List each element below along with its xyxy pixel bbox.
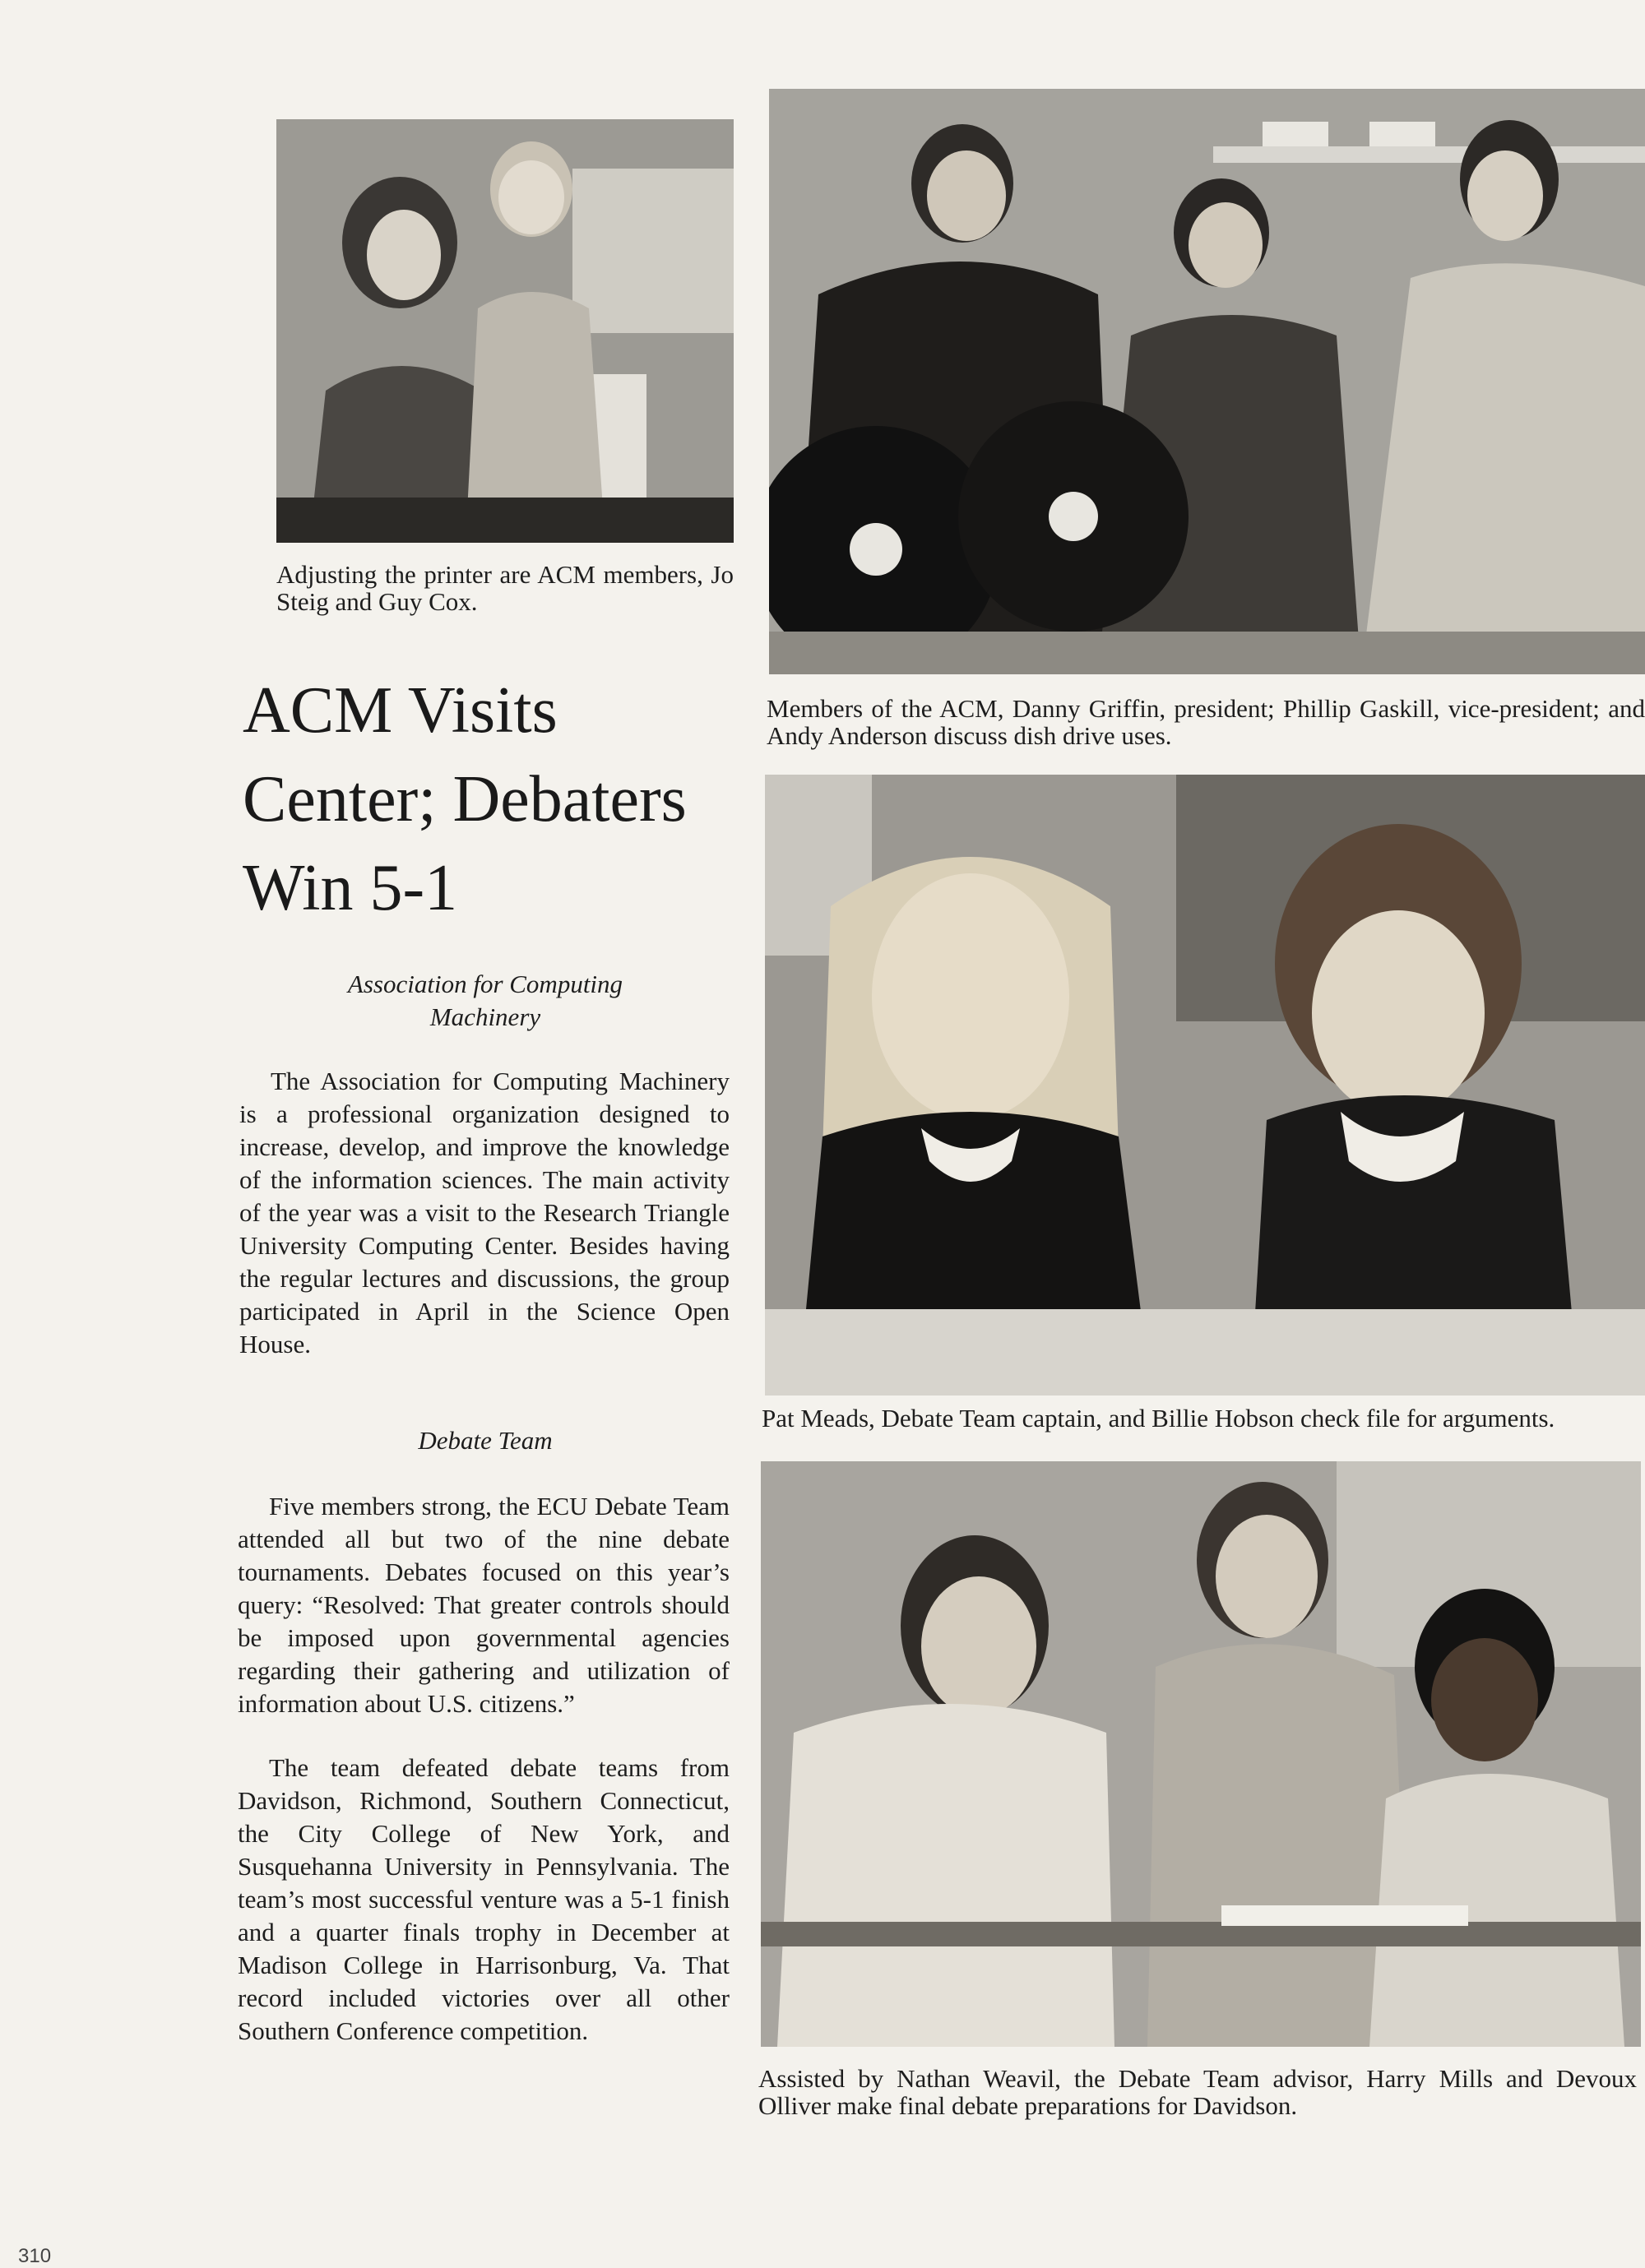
photo-acm-officers-graphic — [769, 89, 1645, 674]
photo-printer — [276, 119, 734, 543]
debate-paragraph-2: The team defeated debate teams from Davidson, Richmond, Southern Connecticut, the City College of New York, and Susquehanna University in Pennsylvania. The team’s most successful venture was a 5-1 finish and a quarter finals trophy in December at Madison College in Harrisonburg, Va. That record included victories over all other Southern Conference competition. — [238, 1753, 730, 2045]
photo-debate-file-caption: Pat Meads, Debate Team captain, and Billie Hobson check file for arguments. — [762, 1404, 1555, 1433]
photo-debate-prep — [761, 1461, 1641, 2047]
photo-debate-file-graphic — [765, 775, 1645, 1396]
debate-subheading: Debate Team — [418, 1426, 553, 1455]
photo-debate-file — [765, 775, 1645, 1396]
photo-debate-prep-caption: Assisted by Nathan Weavil, the Debate Team advisor, Harry Mills and Devoux Olliver make final debate preparations for Davidson. — [758, 2064, 1637, 2120]
photo-acm-officers-caption: Members of the ACM, Danny Griffin, president; Phillip Gaskill, vice-president; and Andy Anderson discuss dish drive uses. — [767, 694, 1645, 750]
article-headline: ACM Visits Center; Debaters Win 5-1 — [243, 674, 687, 924]
debate-paragraph-1: Five members strong, the ECU Debate Team attended all but two of the nine debate tournaments. Debates focused on this year’s query: “Resolved: That greater controls should be imposed upon governmental agencies regarding their gathering and utilization of information about U.S. citizens.” — [238, 1492, 730, 1718]
photo-debate-prep-graphic — [761, 1461, 1641, 2047]
acm-paragraph: The Association for Computing Machinery is a professional organization designed to increase, develop, and improve the knowledge of the information sciences. The main activity of the year was a visit to the Research Triangle University Computing Center. Besides having the regular lectures and discussions, the group participated in April in the Science Open House. — [239, 1067, 730, 1358]
acm-subheading: Association for Computing Machinery — [347, 970, 623, 1031]
photo-printer-graphic — [276, 119, 734, 543]
photo-printer-caption: Adjusting the printer are ACM members, Jo Steig and Guy Cox. — [276, 560, 734, 616]
photo-acm-officers — [769, 89, 1645, 674]
page-number: 310 — [18, 2245, 52, 2267]
